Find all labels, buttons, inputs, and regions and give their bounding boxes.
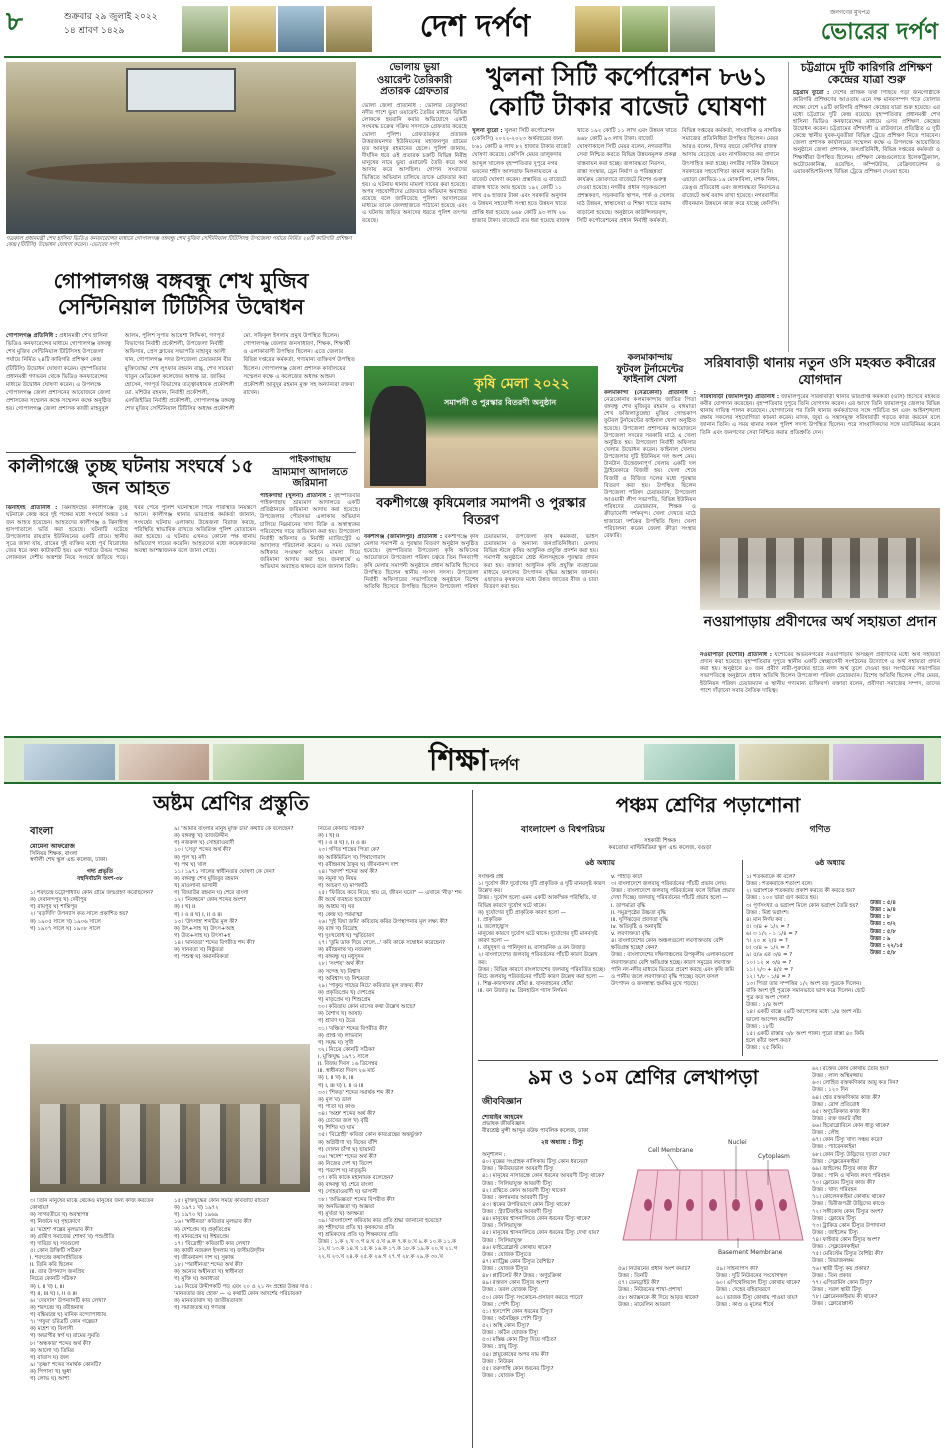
- date-line-1: শুক্রবার ২৯ জুলাই ২০২২: [64, 12, 158, 22]
- label-nuclei: Nuclei: [728, 1139, 747, 1146]
- class8-col1: ১। শরৎচন্দ্র চট্টোপাধ্যায় কোন গ্রামে জন্মগ্রহণ করেছিলেন? ক) দেবানন্দপুর খ) দেবীপুর গ) রামপুর ঘ) শান্তিপুর ২। 'বড়দিদি' উপন্যাস কত সালে প্রকাশিত হয়? ক) ১৯০৫ সালে খ) ১৯০৬ সালে গ) ১৯০৭ সালে ঘ) ১৯০৮ সালে: [30, 890, 154, 932]
- class5-teacher: [560, 838, 760, 852]
- divider-class910: [478, 1060, 938, 1061]
- caption-credit: -ভোরের দর্পণ: [89, 242, 119, 249]
- header-photo: [575, 6, 620, 52]
- class5-answers: উত্তর : ৫/৪ উত্তর : ৯/৪ উত্তর : ৮ উত্তর : ৩/২ উত্তর : ৫/৮ উত্তর : ৯ উত্তর : ২২/১৫ উত্তর : ৫/৮: [870, 900, 903, 956]
- class5-subject-right: গণিত: [809, 825, 831, 835]
- class8-section: বহুনির্বাচনি অংশ-৩৮: [77, 875, 123, 882]
- chattogram-body: দেশের প্রান্তিক তথা পিছিয়ে পড়া জনগোষ্ঠীকে কারিগরি প্রশিক্ষণের আওতায় এনে দক্ষ মানবসম্পদ গড়ে তোলার লক্ষ্যে দেশে ২৪টি কারিগরি প্রশিক্ষণ কেন্দ্রের যাত্রা শুরু হয়েছে। এর মধ্যে চট্টগ্রামে দুটি কেন্দ্র রয়েছে। বৃহস্পতিবার প্রধানমন্ত্রী শেখ হাসিনা ভিডিও কনফারেন্সের মাধ্যমে এসব প্রশিক্ষণ কেন্দ্রের উদ্বোধন করেন। চট্টগ্রামের বাঁশখালী ও রাউজানে প্রতিষ্ঠিত এ দুটি কেন্দ্রে স্থানীয় যুবক-যুবতীরা বিভিন্ন ট্রেডে প্রশিক্ষণ নিতে পারবেন। জেলা প্রশাসক কার্যালয়ের সম্মেলন কক্ষে এ উপলক্ষে আয়োজিত অনুষ্ঠানে জেলা প্রশাসক, জনপ্রতিনিধি, বিভিন্ন দপ্তরের কর্মকর্তা ও শিক্ষার্থীরা উপস্থিত ছিলেন। প্রশিক্ষণ কেন্দ্রগুলোতে ইলেকট্রিক্যাল, অটোমেকানিক্স, ওয়েল্ডিং, কম্পিউটার, রেফ্রিজারেশন ও এয়ারকন্ডিশনিংসহ বিভিন্ন ট্রেডে প্রশিক্ষণ দেওয়া হবে।: [793, 90, 940, 175]
- kaliganj-headline: কালীগঞ্জে তুচ্ছ ঘটনায় সংঘর্ষে ১৫ জন আহত: [8, 456, 254, 499]
- story-khulna: [472, 62, 782, 302]
- photo-students: [40, 1104, 300, 1184]
- header-photo: [326, 6, 372, 52]
- chattogram-headline: চট্টগ্রামে দুটি কারিগরি প্রশিক্ষণ কেন্দ্রের যাত্রা শুরু: [800, 61, 933, 87]
- header-photo: [670, 6, 715, 52]
- class5-teacher-school: করতোয়া মাল্টিমিডিয়া স্কুল এন্ড কলেজ, বগুড়া: [608, 844, 712, 851]
- photo-krishimela: [364, 366, 598, 488]
- class8-chapter: গদ্য প্রভৃতি: [86, 868, 114, 876]
- kalmakanda-body: নেত্রকোনার কলমাকান্দায় জাতির পিতা বঙ্গবন্ধু শেখ মুজিবুর রহমান ও বঙ্গমাতা শেখ ফজিলাতুন্নেছা মুজিব গোল্ডকাপ ফুটবল টুর্নামেন্টের ফাইনাল খেলা অনুষ্ঠিত হয়েছে। উপজেলা প্রশাসনের আয়োজনে উপজেলা সদরের সরকারি মাঠে এ খেলা অনুষ্ঠিত হয়। উপজেলা নির্বাহী অফিসার খেলার উদ্বোধন করেন। ফাইনাল খেলায় উপজেলার দুটি ইউনিয়ন দল অংশ নেয়। টানটান উত্তেজনাপূর্ণ খেলায় একটি দল ট্রাইবেকারে বিজয়ী হয়। খেলা শেষে বিজয়ী ও বিজিত দলের মধ্যে পুরস্কার বিতরণ করা হয়। উপস্থিত ছিলেন উপজেলা পরিষদ চেয়ারম্যান, উপজেলা আওয়ামী লীগ সভাপতি, বিভিন্ন ইউনিয়ন পরিষদের চেয়ারম্যান, শিক্ষক ও ক্রীড়ামোদী দর্শকবৃন্দ। খেলা দেখতে মাঠে হাজারো দর্শকের উপস্থিতি ছিল। খেলা পরিচালনা করেন জেলা ক্রীড়া সংস্থার রেফারি।: [604, 396, 696, 539]
- divider: [6, 452, 356, 453]
- banner-photo: [739, 744, 830, 780]
- education-banner: [4, 736, 941, 784]
- page-number: ৮: [6, 7, 23, 37]
- krishimela-body: বকশীগঞ্জে কৃষি মেলার সমাপনী ও পুরস্কার বিতরণ অনুষ্ঠান অনুষ্ঠিত হয়েছে। বৃহস্পতিবার উপজেলা কৃষি অফিসের আয়োজনে উপজেলা পরিষদ চত্বরে তিন দিনব্যাপী কৃষি মেলার সমাপনী অনুষ্ঠানে প্রধান অতিথি হিসেবে উপস্থিত ছিলেন স্থানীয় সংসদ সদস্য। উপজেলা নির্বাহী অফিসারের সভাপতিত্বে অনুষ্ঠানে বিশেষ অতিথি হিসেবে উপস্থিত ছিলেন উপজেলা পরিষদ চেয়ারম্যান, উপজেলা কৃষি কর্মকর্তা, ভাইস চেয়ারম্যান ও অন্যান্য জনপ্রতিনিধিরা। মেলায় বিভিন্ন স্টলে কৃষির আধুনিক প্রযুক্তি প্রদর্শন করা হয়। সমাপনী অনুষ্ঠানে শ্রেষ্ঠ স্টলসমূহকে পুরস্কার প্রদান করা হয়। বক্তারা আধুনিক কৃষি প্রযুক্তি ব্যবহারের মাধ্যমে ফসলের উৎপাদন বৃদ্ধির আহ্বান জানান। এছাড়াও কৃষকদের মধ্যে উন্নত জাতের বীজ ও চারা বিতরণ করা হয়।: [364, 534, 598, 591]
- noapara-text: [700, 652, 940, 730]
- banner-deco-right: [644, 744, 924, 780]
- class910-title: ৯ম ও ১০ম শ্রেণির লেখাপড়া: [527, 1065, 759, 1089]
- paper-tagline: জনগণের মুখপত্র: [830, 9, 870, 16]
- kalmakanda-text: [604, 390, 696, 710]
- class5-chapter-right: ৬ষ্ঠ অধ্যায়: [815, 859, 845, 867]
- education-title-main: শিক্ষা: [428, 743, 489, 778]
- header-photo: [278, 6, 324, 52]
- kalmakanda-headline: ফুটবল টুর্নামেন্টের ফাইনাল খেলা: [616, 363, 684, 386]
- story-bhola: [362, 62, 467, 360]
- kaliganj-byline: ঝিনাইদহ প্রতিনিধি :: [6, 505, 58, 512]
- kaliganj-text: [6, 505, 256, 725]
- sarishabari-byline: সরিষাবাড়ী (জামালপুর) প্রতিনিধি :: [700, 393, 780, 400]
- class8-col1b: ৩। তিনি মানুষের মাঝে থেকেও মানুষের জন্য কাজ করতেন কোথায়? ক) সাগরতীরে খ) অবস্থাপন্ন গ) নির্জনে ঘ) গৃহকোণে ৪। 'মহেশ' গল্পের মূলভাব কী? ক) গ্রামীণ সমাজের শোষণ খ) পশুপ্রীতি গ) দারিদ্র্য ঘ) সবগুলো ৫। কোন উক্তিটি সঠিক? i. শরৎচন্দ্র কথাসাহিত্যিক ii. তিনি কবি ছিলেন iii. তার উপন্যাস জনপ্রিয় নিচের কোনটি সঠিক? ক) i, ii খ) i, iii গ) ii, iii ঘ) i, ii ও iii ৬। 'দেবদাস' উপন্যাসটি কার লেখা? ক) শরৎচন্দ্র খ) রবীন্দ্রনাথ গ) বঙ্কিমচন্দ্র ঘ) মানিক বন্দ্যোপাধ্যায় ৭। 'গফুর' চরিত্রটি কোন গল্পের? ক) মহেশ খ) বিলাসী গ) অভাগীর স্বর্গ ঘ) রামের সুমতি ৮। 'অন্ধকার' শব্দের অর্থ কী? ক) আলো খ) তিমির গ) বাতাস ঘ) জল ৯। 'তৃষ্ণা' শব্দের সমার্থক কোনটি? ক) পিপাসা খ) ক্ষুধা গ) লোভ ঘ) আশা: [30, 1198, 154, 1383]
- class910-chapter: ২য় অধ্যায় : টিস্যু: [540, 1139, 584, 1147]
- sarishabari-body: জামালপুরের সরিষাবাড়ী থানার ভারপ্রাপ্ত কর্মকর্তা (ওসি) হিসেবে মহব্বত কবীর যোগদান করেছেন। বৃহস্পতিবার দুপুরে তিনি যোগদান করেন। এর আগে তিনি জামালপুর জেলার বিভিন্ন থানায় দায়িত্ব পালন করেছেন। যোগদানের পর তিনি থানার কর্মকর্তাদের সঙ্গে পরিচিত হন এবং আইনশৃঙ্খলা রক্ষায় সকলের সহযোগিতা কামনা করেন। মাদক, জুয়া ও সন্ত্রাসমুক্ত সরিষাবাড়ী গড়তে কাজ করবেন বলে জানান তিনি। এ সময় থানার সকল পুলিশ সদস্য উপস্থিত ছিলেন। পরে সাংবাদিকদের সঙ্গে মতবিনিময় করেন তিনি এবং জনগণের সেবা নিশ্চিত করার প্রতিশ্রুতি দেন।: [700, 393, 940, 436]
- photo-conference: [6, 62, 356, 234]
- banner-photo: [119, 744, 210, 780]
- class910-left-body: অনুশীলন : ৪০। বৃক্কের সংগ্রাহক নালিকায় টিস্যু কোন ধরনের? উত্তর : কিউবয়ডাল আবরণী টিস্যু ৪১। মানুষের নাসারন্ধ্রে কোন ধরনের আবরণী টিস্যু থাকে? উত্তর : সিলিয়াযুক্ত আবরণী টিস্যু ৪২। গ্রন্থিতে কোন আবরণী টিস্যু থাকে? উত্তর : কলামনার আবরণী টিস্যু ৪৩। ত্বকের উপরিভাগে কোন টিস্যু থাকে? উত্তর : স্ট্র্যাটিফাইড আবরণী টিস্যু ৪৪। মানুষের শ্বাসনালিতে কোন ধরনের টিস্যু থাকে? উত্তর : সিলিয়াযুক্ত ৪৫। মানুষের শ্বাসনালিতে কোন ধরনের টিস্যু দেখা যায়? উত্তর : সিলিয়াযুক্ত ৪৬। ফাইব্রোব্লাস্ট কোথায় থাকে? উত্তর : যোজক টিস্যুতে ৪৭। ম্যাট্রিক্স কোন টিস্যুর বৈশিষ্ট্য? উত্তর : যোজক টিস্যুর ৪৮। প্লাটিলেট কী? উত্তর : অণুচক্রিকা ৪৯। রক্তরস কোন টিস্যুর অংশ? উত্তর : তরল যোজক টিস্যু ৫০। কোন টিস্যু সংকোচন-প্রসারণ করতে পারে? উত্তর : পেশি টিস্যু ৫১। হৃদপেশি কোন ধরনের টিস্যু? উত্তর : অনৈচ্ছিক পেশি টিস্যু ৫২। অস্থি কোন টিস্যু? উত্তর : কঠিন যোজক টিস্যু ৫৩। মস্তিষ্ক কোন টিস্যু দিয়ে গঠিত? উত্তর : স্নায়ু টিস্যু ৫৪। স্নায়ুকোষের অপর নাম কী? উত্তর : নিউরন ৫৫। তরুণাস্থি কোন ধরনের টিস্যু? উত্তর : যোজক টিস্যু: [482, 1152, 605, 1379]
- banner-photo: [644, 744, 735, 780]
- story-paikgachha: [260, 456, 360, 731]
- story-kaliganj: [6, 456, 256, 731]
- class5-left-body: সংক্ষিপ্ত প্রশ্ন ১। দুর্যোগ কী? দুর্যোগের দুটি প্রাকৃতিক ও দুটি মানবসৃষ্ট কারণ উল্লেখ কর। উত্তর : দুর্যোগ হলো এমন একটি আকস্মিক পরিস্থিতি, যা বিভিন্ন কারণে দুর্যোগ ঘটে থাকে। ক) দুর্যোগের দুটি প্রাকৃতিক কারণ হলো — i. প্রাকৃতিক ii. জলোচ্ছ্বাস মানুষের কারণে দুর্যোগ ঘটে থাকে। দুর্যোগের দুটি মানবসৃষ্ট কারণ হলো — i. বায়ুদূষণ ও পানিদূষণ ii. রাসায়নিক ও বন উজাড় ২। বাংলাদেশের জলবায়ু পরিবর্তনের পাঁচটি কারণ উল্লেখ কর। উত্তর : বিভিন্ন কারণে বাংলাদেশের জলবায়ু পরিবর্তিত হচ্ছে। নিচে জলবায়ু পরিবর্তনের পাঁচটি কারণ উল্লেখ করা হলো — i. শিল্প-কারখানার ধোঁয়া ii. যানবাহনের ধোঁয়া iii. বন উজাড় iv. গ্রিনহাউস গ্যাস নির্গমন v. পাহাড় কাটা ৩। বাংলাদেশে জলবায়ু পরিবর্তনের পাঁচটি প্রভাব লেখ। উত্তর : বাংলাদেশে জলবায়ু পরিবর্তনের ফলে বিভিন্ন প্রভাব দেখা দিচ্ছে। জলবায়ু পরিবর্তনের পাঁচটি প্রভাব হলো — i. তাপমাত্রা বৃদ্ধি ii. সমুদ্রপৃষ্ঠের উচ্চতা বৃদ্ধি iii. ঘূর্ণিঝড়ের প্রবণতা বৃদ্ধি iv. অতিবৃষ্টি ও অনাবৃষ্টি v. লবণাক্ততা বৃদ্ধি ৪। বাংলাদেশের কোন অঞ্চলগুলো লবণাক্ততায় বেশি ক্ষতিগ্রস্ত হচ্ছে? কেন? উত্তর : বাংলাদেশের দক্ষিণাঞ্চলের উপকূলীয় এলাকাগুলো লবণাক্ততায় বেশি ক্ষতিগ্রস্ত হচ্ছে। কারণ সমুদ্রের লবণাক্ত পানি নদ-নদীর মাধ্যমে ভিতরে প্রবেশ করছে এবং কৃষি জমি ও পানীয় জলে লবণাক্ততা বৃদ্ধি পাচ্ছে। ফলে ফসল উৎপাদন ও জনস্বাস্থ্য হুমকির মুখে পড়ছে।: [478, 874, 735, 994]
- gopalganj-headline: গোপালগঞ্জ বঙ্গবন্ধু শেখ মুজিব সেন্টিনিয়াল টিটিসির উদ্বোধন: [53, 269, 309, 320]
- banner-sub: সমাপনী ও পুরস্কার বিতরণী অনুষ্ঠান: [444, 398, 557, 407]
- class910-subject: জীববিজ্ঞান: [482, 1097, 522, 1107]
- paper-logo: ভোরের দর্পণ: [820, 18, 938, 45]
- class910-author-title: প্রভাষক জীববিজ্ঞান: [482, 1121, 525, 1128]
- header-photo-strip: [182, 6, 372, 52]
- kaliganj-body: ঝিনাইদহের কালীগঞ্জে তুচ্ছ ঘটনাকে কেন্দ্র করে দুই পক্ষের মধ্যে সংঘর্ষে অন্তত ১৫ জন আহত হয়েছেন। আহতদের কালীগঞ্জ ও ঝিনাইদহ হাসপাতালে ভর্তি করা হয়েছে। ঘটনাটি ঘটেছে উপজেলার রায়গ্রাম ইউনিয়নের একটি গ্রামে। স্থানীয় সূত্রে জানা যায়, গ্রামের দুই ব্যক্তির মধ্যে পূর্ব বিরোধের জের ধরে কথা কাটাকাটি হয়। এক পর্যায়ে উভয় পক্ষের লোকজন দেশীয় অস্ত্রশস্ত্র নিয়ে সংঘর্ষে জড়িয়ে পড়ে। খবর পেয়ে পুলিশ ঘটনাস্থলে গিয়ে পরিস্থিতি নিয়ন্ত্রণে আনে। কালীগঞ্জ থানার ভারপ্রাপ্ত কর্মকর্তা জানান, সংঘর্ষের ঘটনায় এলাকায় উত্তেজনা বিরাজ করছে, পরিস্থিতি স্বাভাবিক রাখতে অতিরিক্ত পুলিশ মোতায়েন করা হয়েছে। এ ঘটনায় এখনও কোনো পক্ষ থানায় অভিযোগ দায়ের করেনি। আহতদের মধ্যে কয়েকজনের অবস্থা আশঙ্কাজনক বলে জানা গেছে।: [6, 505, 256, 562]
- label-cytoplasm: Cytoplasm: [758, 1153, 790, 1160]
- photo-person: [370, 386, 426, 486]
- class910-author: শোয়াইব আহমেদ: [482, 1113, 523, 1121]
- class5-chapter-left: ৬ষ্ঠ অধ্যায়: [585, 859, 615, 867]
- class8-subject: বাংলা: [30, 826, 54, 837]
- paikgachha-byline: পাইকগাছা (খুলনা) প্রতিনিধি :: [260, 492, 332, 499]
- class8-school: স্বর্ণালী শেখ স্কুল এন্ড কলেজ, ঢাকা।: [30, 857, 108, 864]
- noapara-body: যশোরের অভয়নগরের নওয়াপাড়ায় অসচ্ছল প্রবীণদের মধ্যে অর্থ সহায়তা প্রদান করা হয়েছে। বৃহস্পতিবার দুপুরে স্থানীয় একটি স্বেচ্ছাসেবী সংগঠনের উদ্যোগে এ অর্থ সহায়তা প্রদান করা হয়। অনুষ্ঠানে ৪০ জন প্রবীণ নারী-পুরুষের হাতে নগদ অর্থ তুলে দেওয়া হয়। সংগঠনের সভাপতির সভাপতিত্বে অনুষ্ঠানে প্রধান অতিথি ছিলেন উপজেলা পরিষদ চেয়ারম্যান। বিশেষ অতিথি ছিলেন পৌর মেয়র, ইউনিয়ন পরিষদ চেয়ারম্যান ও স্থানীয় গণ্যমান্য ব্যক্তিবর্গ। বক্তারা বলেন, প্রবীণরা সমাজের সম্পদ, তাদের পাশে দাঁড়ানো সবার নৈতিক দায়িত্ব।: [700, 652, 940, 694]
- krishimela-byline: বকশীগঞ্জ (জামালপুর) প্রতিনিধি :: [364, 534, 443, 540]
- banner-deco-left: [24, 744, 304, 780]
- header-photo: [182, 6, 228, 52]
- class8-col2b: ১৫। মুক্তিযুদ্ধের কোন সময়ে কবিতাটি রচিত? ক) ১৯৭১ খ) ১৯৭২ গ) ১৯৭০ ঘ) ১৯৬৯ ১৬। 'স্বাধীনতা' কবিতার মূলভাব কী? ক) দেশপ্রেম খ) প্রকৃতিপ্রেম গ) মানবপ্রেম ঘ) ঈশ্বরপ্রেম ১৭। 'বিদ্রোহী' কবিতাটি কার লেখা? ক) কাজী নজরুল ইসলাম খ) জসীমউদ্‌দীন গ) জীবনানন্দ দাশ ঘ) সুকান্ত ১৮। 'পরাধীনতা' শব্দের অর্থ কী? ক) অন্যের অধীনতা খ) স্বাধীনতা গ) মুক্তি ঘ) অবাধ্যতা ১৯। নিচের উদ্দীপকটি পড় এবং ২০ ও ২১ নং প্রশ্নের উত্তর দাও : 'মানবতার জয় হোক' — এ কথাটি কোন আদর্শের পরিচায়ক? ক) মানবতাবাদ খ) জাতীয়তাবাদ গ) সমাজতন্ত্র ঘ) গণতন্ত্র: [174, 1198, 313, 1311]
- education-title: [384, 742, 564, 780]
- class5-subject-left: বাংলাদেশ ও বিশ্বপরিচয়: [521, 825, 605, 835]
- masthead: [0, 0, 945, 58]
- class8-col3: নিচের কোনটি সঠিক? ক) i খ) ii গ) i ও ii ঘ) i, ii ও iii ২৩। গণিত শাস্ত্রের পিতা কে? ক) আর্কিমিডিস খ) পিথাগোরাস গ) রবীন্দ্রনাথ ঠাকুর ঘ) জীবনানন্দ দাশ ২৪। 'আদর্শ' শব্দের অর্থ কী? ক) নমুনা খ) নিয়ম গ) আচরণ ঘ) মাপকাঠি ২৫। 'ফিরিয়ে কবে নিয়ে, হায় রে, জীবন ঘরে?' — এখানে 'নীড়' শব্দ কী অর্থে ব্যবহৃত হয়েছে? ক) আশ্রয় খ) ঘর গ) কেন্দ্র ঘ) পরমাত্মা ২৬। 'দুই বিঘা জমি' কবিতায় কবির উপস্থাপনার মূল লক্ষ্য কী? ক) ব্যঙ্গ খ) বিদ্রোহ গ) দুঃখবোধ ঘ) স্মৃতিচারণ ২৭। 'তুমি ডাক দিয়ে গেলে...' কবি কাকে সম্বোধন করেছেন? ক) রবীন্দ্রনাথ খ) নজরুল গ) বঙ্গবন্ধু ঘ) মধুসূদন ২৮। 'সংশয়' অর্থ কী? ক) সন্দেহ খ) বিশ্বাস গ) অবিশ্বাস ঘ) নিশ্চয়তা ২৯। 'পাকুড় গাছের নিচে' কবিতার মূল বক্তব্য কী? ক) প্রকৃতিপ্রেম খ) দেশপ্রেম গ) মাতৃপ্রেম ঘ) শিশুপ্রেম ৩০। কবিতায় কোন মাসের কথা উল্লেখ আছে? ক) বৈশাখ খ) আষাঢ় গ) শ্রাবণ ঘ) চৈত্র ৩১। 'বঞ্চিত' শব্দের বিপরীত কী? ক) প্রাপ্ত খ) লাভবান গ) সমৃদ্ধ ঘ) সুখী ৩২। নিচের কোনটি সঠিক? i. মুক্তিযুদ্ধ ১৯৭১ সালে ii. বিজয় দিবস ১৬ ডিসেম্বর iii. স্বাধীনতা দিবস ২৬ মার্চ ক) i, ii খ) ii, iii গ) i, iii ঘ) i, ii ও iii ৩৩। 'শিকড়' শব্দের সমার্থক শব্দ কী? ক) মূল খ) ডাল গ) পাতা ঘ) কাণ্ড ৩৪। 'অশ্রু' শব্দের অর্থ কী? ক) চোখের জল খ) বৃষ্টি গ) শিশির ঘ) ঘাম ৩৫। 'বিদ্রোহী' কবিতা কোন কাব্যগ্রন্থের অন্তর্ভুক্ত? ক) অগ্নিবীণা খ) বিষের বাঁশি গ) দোলন চাঁপা ঘ) ছায়ানট ৩৬। 'স্বদেশ' শব্দের অর্থ কী? ক) নিজের দেশ খ) বিদেশ গ) পরদেশ ঘ) মাতৃভূমি ৩৭। কবি কাকে মহানায়ক বলেছেন? ক) বঙ্গবন্ধু খ) শেরে বাংলা গ) সোহরাওয়ার্দী ঘ) ভাসানী ৩৮। 'অভিজ্ঞতা' শব্দের বিপরীত কী? ক) অনভিজ্ঞতা খ) অজ্ঞতা গ) মূর্খতা ঘ) অদক্ষতা ৩৯। 'বাংলাদেশ' কবিতায় কার প্রতি শ্রদ্ধা জানানো হয়েছে? ক) শহীদদের প্রতি খ) কৃষকদের প্রতি গ) শ্রমিকদের প্রতি ঘ) শিক্ষকদের প্রতি উত্তর : ১.ক ২.খ ৩.গ ৪.ঘ ৫.খ ৬.ক ৭.ক ৮.খ ৯.ক ১০.ক ১১.ক ১২.ঘ ১৩.ক ১৪.খ ১৫.ক ১৬.ক ১৭.ক ১৮.ক ১৯.ক ২০.খ ২১.গ ২২.ঘ ২৩.খ ২৪.ক ২৫.ক ২৬.গ ২৭.গ ২৮.ক ২৯.ক ৩০.খ: [318, 826, 462, 1260]
- sarishabari-headline: সরিষাবাড়ী থানায় নতুন ওসি মহব্বত কবীরের যোগদান: [704, 356, 936, 388]
- label-basement-membrane: Basement Membrane: [718, 1249, 783, 1256]
- paikgachha-headline: ভ্রাম্যমাণ আদালতে জরিমানা: [272, 466, 348, 489]
- tissue-diagram-svg: [618, 1130, 808, 1260]
- caption-text: গত্রকাল প্রধানমন্ত্রী শেখ হাসিনা ভিডিও কনফারেন্সের মাধ্যমে গোপালগঞ্জ বঙ্গবন্ধু শেখ মুজিব সেন্টিনিয়াল টিটিসিসহ উপজেলা পর্যায়ে নির্মিত ২৪টি কারিগরি প্রশিক্ষণ কেন্দ্র (টিটিসি) উদ্বোধন ঘোষণা করেন।: [6, 236, 352, 249]
- gopalganj-body-wrap: [6, 332, 356, 450]
- kalmakanda-byline: কলমাকান্দা (নেত্রকোনা) প্রতিনিধি :: [604, 389, 696, 396]
- class8-author-title: সিনিয়র শিক্ষক, বাংলা: [30, 850, 78, 857]
- date-line-2: ১৪ শ্রাবণ ১৪২৯: [64, 26, 125, 36]
- paikgachha-text: [260, 493, 360, 723]
- krishimela-headline: বকশীগঞ্জে কৃষিমেলার সমাপনী ও পুরস্কার বিতরণ: [376, 496, 586, 528]
- tissue-diagram: [618, 1130, 808, 1260]
- class8-col2: ৯। 'আমার বাংলার মানুষ মুক্তি চায়' কথাটি কে বলেছেন? ক) বঙ্গবন্ধু খ) তাজউদ্দীন গ) নজরুল ঘ) সোহরাওয়ার্দী ১০। 'সেতু' শব্দের অর্থ কী? ক) পুল খ) নদী গ) পথ ঘ) খাল ১১। ১৯৭১ সালের স্বাধীনতার ঘোষণা কে দেন? ক) বঙ্গবন্ধু শেখ মুজিবুর রহমান খ) মাওলানা ভাসানী গ) জিয়াউর রহমান ঘ) শেরে বাংলা ১২। 'নিবন্ধনে' কোন শব্দের অংশ? ক) i খ) ii গ) i ও ii ঘ) i, ii ও iii ১৩। 'উৎসাহ' শব্দটির মূল কী? ক) উৎ+সাহ খ) উৎস+আহ গ) উত+সাহ ঘ) উৎসা+হ ১৪। 'মানবতা' শব্দের বিপরীত শব্দ কী? ক) দানবতা খ) নিষ্ঠুরতা গ) পশুত্ব ঘ) অমানবিকতা: [174, 826, 294, 961]
- paikgachha-kicker: পাইকগাছায়: [289, 455, 331, 465]
- bhola-body: ভোলা জেলা প্রতিনিধি : ভোলার তেঁতুলিয়া নদীর পাশে ভুয়া ওয়ারেন্ট তৈরির মাধ্যমে বিভিন্ন লোককে হয়রানি করার অভিযোগে একটি সংঘবদ্ধ চক্রের সক্রিয় সদস্যকে গ্রেফতার করেছে ভোলা পুলিশ। গ্রেফতারকৃত প্রতারক উত্তরজয়নগর ইউনিয়নের মহাজনপুর গ্রামের মৃত আবদুর রহমানের ছেলে। পুলিশ জানায়, দীর্ঘদিন ধরে ওই প্রতারক চক্রটি বিভিন্ন নিরীহ মানুষের নামে ভুয়া ওয়ারেন্ট তৈরি করে অর্থ আদায় করে আসছিল। গোপন সংবাদের ভিত্তিতে অভিযান চালিয়ে তাকে গ্রেফতার করা হয়। এ ঘটনায় থানায় মামলা দায়ের করা হয়েছে। অপর সহযোগীদের গ্রেফতারে অভিযান অব্যাহত রয়েছে বলে জানিয়েছে পুলিশ। আদালতের মাধ্যমে তাকে জেলহাজতে পাঠানো হয়েছে এবং এ ঘটনায় জড়িত অন্যদের ধরতে পুলিশ তৎপর রয়েছে।: [362, 103, 467, 224]
- khulna-headline: খুলনা সিটি কর্পোরেশন ৮৬১ কোটি টাকার বাজেট ঘোষণা: [486, 62, 768, 121]
- story-sarishabari: [700, 356, 940, 506]
- gopalganj-body: প্রধানমন্ত্রী শেখ হাসিনা ভিডিও কনফারেন্সের মাধ্যমে গোপালগঞ্জ বঙ্গবন্ধু শেখ মুজিব সেন্টিনিয়াল টিটিসিসহ উপজেলা পর্যায়ে নির্মিত ২৪টি কারিগরি প্রশিক্ষণ কেন্দ্র (টিটিসি) উদ্বোধন ঘোষণা করেন। বৃহস্পতিবার প্রধানমন্ত্রী গণভবন থেকে ভিডিও কনফারেন্সের মাধ্যমে উদ্বোধন ঘোষণা করেন। এ উপলক্ষে গোপালগঞ্জ জেলা প্রশাসনের আয়োজনে জেলা প্রশাসকের সম্মেলন কক্ষে সম্মেলন কক্ষে অনুষ্ঠিত হয়। গোপালগঞ্জ জেলা প্রশাসক কাজী মাহবুবুল আলম, পুলিশ সুপার আয়েশা সিদ্দিকা, গণপূর্ত বিভাগের নির্বাহী প্রকৌশলী, উপজেলা নির্বাহী অফিসার, প্রেস ক্লাবের সভাপতি মাহাবুব আলী খান, গোপালগঞ্জ সদর উপজেলা চেয়ারম্যান বীর মুক্তিযোদ্ধা শেখ লুৎফার রহমান বাচ্চু, শেখ সায়েরা খাতুন মেডিকেল কলেজের অধ্যক্ষ ডা. জাকির হোসেন, গণপূর্ত বিভাগের তত্ত্বাবধায়ক প্রকৌশলী মো. মশিউর রহমান, নির্বাহী প্রকৌশলী, এলজিইডির নির্বাহী প্রকৌশলী, গোপালগঞ্জ বঙ্গবন্ধু শেখ মুজিব সেন্টিনিয়াল টিটিসির অধ্যক্ষ প্রকৌশলী মো. সফিকুল ইসলাম প্রমুখ উপস্থিত ছিলেন। গোপালগঞ্জ জেলার জনসাধারণ, শিক্ষক, শিক্ষার্থী ও এলাকাবাসী উপস্থিত ছিলেন। এতে জেলার বিভিন্ন দপ্তরের কর্মকর্তা, গণ্যমান্য ব্যক্তিবর্গ উপস্থিত ছিলেন। গোপালগঞ্জ জেলা প্রশাসক কার্যালয়ের সম্মেলন কক্ষে এ কলেজের অধ্যক্ষ আহমদ প্রকৌশলী আবুদুর রহমান মুক্ত সহ অন্যান্যরা বক্তব্য রাখেন।: [6, 333, 355, 413]
- bhola-kicker: ভোলায় ভুয়া: [389, 62, 440, 73]
- chattogram-text: [793, 90, 940, 330]
- class5-right-body: ১। শতকরাকে কী বলে? উত্তর : শতকরাকে শতাংশ বলে। ২। ভগ্নাংশকে শতকরায় প্রকাশ করতে কী করতে হয়? উত্তর : ১০০ দ্বারা গুণ করতে হয়। ৩। পূর্ণসংখ্যা ও ভগ্নাংশ মিলে কোন ভগ্নাংশ তৈরি হয়? উত্তর : মিশ্র ভগ্নাংশ। ৪। মান নির্ণয় কর : ৫। ৩/৪ + ১/২ = ? ৬। ৩ ১/২ - ১ ১/৪ = ? ৭। ২০ × ২/৫ = ? ৮। ৩/৪ ÷ ১/২ = ? ৯। ৫/৬ এর ৩/৪ = ? ১০। ১২ × ৩/৪ = ? ১১। ২/৩ + ৪/৫ = ? ১২। ৭/৮ - ১/৪ = ? ১৩। পিতা তার সম্পত্তির ১/২ অংশ বড় পুত্রকে দিলেন। বাকি অংশ দুই পুত্রকে সমানভাবে ভাগ করে দিলেন। ছোট পুত্র কত অংশ পেল? উত্তর : ১/৪ অংশ ১৪। একটি বাক্সে ২৪টি আপেলের মধ্যে ১/৪ অংশ নষ্ট। ভালো আপেল কয়টি? উত্তর : ১৮টি ১৫। একটি রাস্তার ৩/৮ অংশ পাকা। পুরো রাস্তা ৪০ কিমি হলে কাঁচা অংশ কত? উত্তর : ২৫ কিমি।: [746, 874, 865, 1051]
- class910-right-body: ৬২। রক্তের কোষ কোথায় তৈরি হয়? উত্তর : লাল অস্থিমজ্জায় ৬৩। লোহিত রক্তকণিকার আয়ু কত দিন? উত্তর : ১২০ দিন ৬৪। শ্বেত রক্তকণিকার কাজ কী? উত্তর : রোগ প্রতিরোধ ৬৫। অণুচক্রিকার কাজ কী? উত্তর : রক্ত জমাট বাঁধা ৬৬। হিমোগ্লোবিনে কোন ধাতু থাকে? উত্তর : লৌহ ৬৭। কোন টিস্যু খাদ্য সঞ্চয় করে? উত্তর : প্যারেনকাইমা ৬৮। কোন টিস্যু উদ্ভিদের দৃঢ়তা দেয়? উত্তর : স্ক্লেরেনকাইমা ৬৯। জাইলেম টিস্যুর কাজ কী? উত্তর : পানি ও খনিজ লবণ পরিবহন ৭০। ফ্লোয়েম টিস্যুর কাজ কী? উত্তর : খাদ্য পরিবহন ৭১। কোলেনকাইমা কোথায় থাকে? উত্তর : দ্বিবীজপত্রী উদ্ভিদের কাণ্ডে ৭২। সঙ্গীকোষ কোন টিস্যুর অংশ? উত্তর : ফ্লোয়েম টিস্যু ৭৩। ট্রাকিড কোন টিস্যুর উপাদান? উত্তর : জাইলেম টিস্যু ৭৪। ফাইবার কোন টিস্যুর অংশ? উত্তর : স্ক্লেরেনকাইমা ৭৫। মেরিস্টেম টিস্যুর বৈশিষ্ট্য কী? উত্তর : বিভাজনক্ষম ৭৬। স্থায়ী টিস্যু কয় প্রকার? উত্তর : তিন প্রকার ৭৭। এপিডার্মিস কোন টিস্যু? উত্তর : সরল স্থায়ী টিস্যু ৭৮। ক্লোরেনকাইমায় কী থাকে? উত্তর : ক্লোরোপ্লাস্ট: [812, 1066, 899, 1308]
- class8-title: অষ্টম শ্রেণির প্রস্তুতি: [153, 791, 309, 815]
- sarishabari-text: [700, 394, 940, 504]
- class5-title: পঞ্চম শ্রেণির পড়াশোনা: [615, 793, 801, 817]
- photo-table: [26, 162, 336, 184]
- banner-photo: [213, 744, 304, 780]
- khulna-body: খুলনা সিটি কর্পোরেশন (কেসিসি) ২০২২-২০২৩ অর্থবছরের জন্য ৮৬১ কোটি ৪ লাখ ৮২ হাজার টাকার বাজেট ঘোষণা করেছে। কেসিসি মেয়র তালুকদার আব্দুল খালেক বৃহস্পতিবার দুপুরে নগর ভবনের শহীদ আলতাফ মিলনায়তনে এ বাজেট ঘোষণা করেন। প্রস্তাবিত এ বাজেটে রাজস্ব খাতে আয় হয়েছে ১৯২ কোটি ১১ লাখ ৫৬ হাজার টাকা এবং সরকারি অনুদান ও উন্নয়ন সহযোগী সংস্থা হতে উন্নয়ন খাতে প্রাপ্তি ধরা হয়েছে ৬৬৮ কোটি ৯৩ লাখ ২৬ হাজার টাকা। বাজেটে ব্যয় ধরা হয়েছে রাজস্ব খাতে ১৯২ কোটি ১১ লাখ এবং উন্নয়ন খাতে ৬৬৮ কোটি ৯৩ লাখ টাকা। বাজেট ঘোষণাকালে সিটি মেয়র বলেন, নগরবাসীর সেবা নিশ্চিত করতে বিভিন্ন উন্নয়নমূলক প্রকল্প বাস্তবায়ন করা হচ্ছে। জলাবদ্ধতা নিরসন, রাস্তা সংস্কার, ড্রেন নির্মাণ ও পরিচ্ছন্নতা কার্যক্রম জোরদারে বাজেটে বিশেষ গুরুত্ব দেওয়া হয়েছে। নগরীর প্রধান সড়কগুলো প্রশস্তকরণ, সড়কবাতি স্থাপন, পার্ক ও খেলার মাঠ উন্নয়ন, স্বাস্থ্যসেবা ও শিক্ষা খাতে বরাদ্দ বাড়ানো হয়েছে। অনুষ্ঠানে কাউন্সিলরবৃন্দ, সিটি কর্পোরেশনের প্রধান নির্বাহী কর্মকর্তা, বিভিন্ন দপ্তরের কর্মকর্তা, সাংবাদিক ও নাগরিক সমাজের প্রতিনিধিরা উপস্থিত ছিলেন। মেয়র আরও বলেন, বিগত বছরে কেসিসির রাজস্ব আদায় বেড়েছে এবং নাগরিকদের কর প্রদানে উৎসাহিত করা হচ্ছে। নগরীর সার্বিক উন্নয়নে সরকারের সহযোগিতা কামনা করেন তিনি। এছাড়া কোভিড-১৯ মোকাবিলা, মশক নিধন, ডেঙ্গু প্রতিরোধ এবং জলাবদ্ধতা নিরসনেও বাজেটে অর্থ বরাদ্দ রাখা হয়েছে। নগরবাসীর জীবনমান উন্নয়নে কাজ করে যাচ্ছে কেসিসি।: [472, 128, 782, 224]
- noapara-byline: নওয়াপাড়া (যশোর) প্রতিনিধি :: [700, 652, 772, 658]
- krishimela-text: [364, 534, 598, 729]
- label-cell-membrane: Cell Membrane: [648, 1147, 694, 1154]
- banner-title: কৃষি মেলা ২০২২: [474, 376, 570, 392]
- class910-author-school: বীরশ্রেষ্ঠ মুন্সী আব্দুর রউফ পাবলিক কলেজ, ঢাকা: [482, 1128, 589, 1135]
- story-kalmakanda: [604, 354, 696, 730]
- paikgachha-body: বৃহস্পতিবার পাইকগাছায় ভ্রাম্যমাণ আদালতে একটি প্রতিষ্ঠানকে জরিমানা আদায় করা হয়েছে। উপজেলার পৌরসভা এলাকায় অভিযান চালিয়ে নিম্নমানের খাদ্য বিক্রি ও অস্বাস্থ্যকর পরিবেশের দায়ে জরিমানা করা হয়। উপজেলা নির্বাহী অফিসার ও নির্বাহী ম্যাজিস্ট্রেট এ আদালত পরিচালনা করেন। এ সময় ভোক্তা অধিকার সংরক্ষণ আইনে মামলা দিয়ে জরিমানা আদায় করা হয়। জনস্বার্থে এ অভিযান অব্যাহত থাকবে বলে জানান তিনি।: [260, 492, 360, 571]
- story-chattogram: [788, 62, 940, 352]
- photo-caption: [6, 236, 356, 260]
- photo-screen: [126, 68, 236, 112]
- class8-author: মোমেনা আফরোজ: [30, 843, 75, 850]
- noapara-headline: নওয়াপাড়ায় প্রবীণদের অর্থ সহায়তা প্রদান: [703, 614, 937, 630]
- banner-photo: [24, 744, 115, 780]
- education-title-sub: দর্পণ: [490, 755, 520, 774]
- class8-intro: [30, 826, 170, 883]
- photo-group: [720, 538, 920, 598]
- edu-vertical-divider: [472, 790, 473, 1448]
- kalmakanda-kicker: কলমাকান্দায়: [627, 353, 673, 363]
- gopalganj-byline: গোপালগঞ্জ প্রতিনিধি :: [6, 333, 58, 339]
- header-rule: [4, 56, 941, 58]
- photo-noapara: [700, 508, 940, 610]
- khulna-body-wrap: [472, 127, 782, 275]
- chattogram-byline: চট্টগ্রাম ব্যুরো :: [793, 90, 830, 97]
- section-title: দেশ দর্পণ: [419, 9, 531, 44]
- photo-exam-hall: [30, 1044, 310, 1192]
- bhola-headline: ওয়ারেন্ট তৈরিকারী প্রতারক গ্রেফতার: [376, 75, 453, 97]
- banner-photo: [833, 744, 924, 780]
- khulna-byline: খুলনা ব্যুরো :: [472, 128, 503, 134]
- header-photo-strip-right: [575, 6, 715, 52]
- header-photo: [230, 6, 276, 52]
- header-photo: [622, 6, 667, 52]
- class910-mid-body: ৫৬। নিউরনের প্রধান অংশ কয়টি? উত্তর : তিনটি ৫৭। ডেনড্রাইট কী? উত্তর : নিউরনের শাখা-প্রশাখা ৫৮। অ্যাক্সনকে কী দিয়ে আবৃত থাকে? উত্তর : মায়েলিন আবরণ ৫৯। সাইন্যাপস কী? উত্তর : দুটি নিউরনের সংযোগস্থল ৬০। এপিথেলিয়াল টিস্যু কোথায় থাকে? উত্তর : দেহের বহিরাবরণে ৬১। ভাজক টিস্যু কোথায় পাওয়া যায়? উত্তর : কাণ্ড ও মূলের শীর্ষে: [618, 1266, 801, 1308]
- class5-col-divider: [742, 860, 743, 1056]
- class5-teacher-title: সহকারী শিক্ষক: [644, 838, 676, 844]
